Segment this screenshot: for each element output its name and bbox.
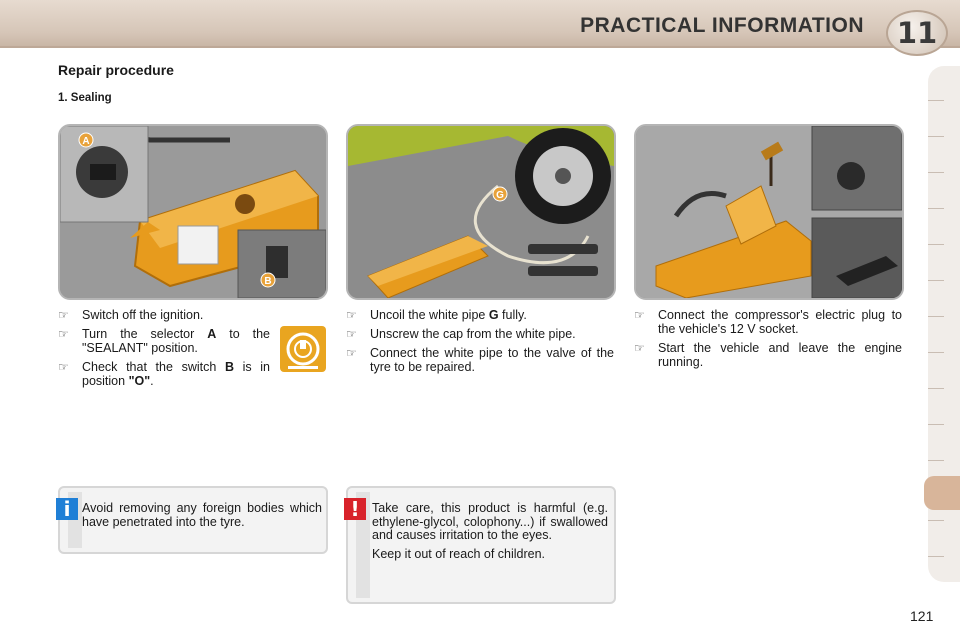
chapter-title: PRACTICAL INFORMATION	[580, 14, 864, 37]
pointing-hand-icon: ☞	[634, 308, 645, 322]
pointing-hand-icon: ☞	[346, 346, 357, 360]
warning-note-text: Take care, this product is harmful (e.g. ethylene-glycol, colophony...) if swallowed and causes irritation to the eyes. Keep it out of reach of children.	[372, 501, 608, 561]
rail-tick	[928, 316, 944, 317]
photo-plug-to-socket	[634, 124, 904, 300]
sealant-selector-icon	[280, 326, 326, 372]
step-item: ☞ Connect the white pipe to the valve of the tyre to be repaired.	[346, 346, 614, 374]
callout-a-label: A	[82, 136, 90, 147]
chapter-number: 11	[896, 16, 938, 50]
step-item: ☞ Switch off the ignition.	[58, 308, 204, 322]
rail-tick	[928, 352, 944, 353]
step-item: ☞ Uncoil the white pipe G fully.	[346, 308, 527, 322]
pointing-hand-icon: ☞	[58, 327, 69, 341]
rail-tick	[928, 520, 944, 521]
rail-tick	[928, 136, 944, 137]
rail-tick	[928, 388, 944, 389]
pointing-hand-icon: ☞	[58, 308, 69, 322]
info-note-text: Avoid removing any foreign bodies which have penetrated into the tyre.	[82, 501, 322, 529]
rail-tick	[928, 460, 944, 461]
active-chapter-tab	[924, 476, 960, 510]
page-number: 121	[910, 608, 934, 624]
steps-column-2	[346, 308, 614, 379]
info-icon: i	[56, 498, 78, 520]
pointing-hand-icon: ☞	[346, 308, 357, 322]
chapter-number-badge	[886, 10, 948, 56]
steps-column-3	[634, 308, 902, 374]
photo-compressor-controls	[58, 124, 328, 300]
rail-tick	[928, 556, 944, 557]
pointing-hand-icon: ☞	[346, 327, 357, 341]
rail-tick	[928, 424, 944, 425]
rail-tick	[928, 100, 944, 101]
rail-tick	[928, 244, 944, 245]
step-item: ☞ Unscrew the cap from the white pipe.	[346, 327, 576, 341]
section-title: Repair procedure	[58, 62, 174, 78]
pointing-hand-icon: ☞	[634, 341, 645, 355]
section-subtitle: 1. Sealing	[58, 92, 112, 104]
photo-pipe-to-wheel	[346, 124, 616, 300]
step-item: ☞ Turn the selector A to the "SEALANT" position.	[58, 327, 270, 355]
info-note-box	[58, 486, 328, 554]
callout-b-label: B	[264, 276, 272, 287]
warning-note-box	[346, 486, 616, 604]
step-item: ☞ Start the vehicle and leave the engine running.	[634, 341, 902, 369]
pointing-hand-icon: ☞	[58, 360, 69, 374]
step-item: ☞ Connect the compressor's electric plug to the vehicle's 12 V socket.	[634, 308, 902, 336]
steps-column-1	[58, 308, 270, 393]
warning-icon: !	[344, 498, 366, 520]
rail-tick	[928, 172, 944, 173]
step-item: ☞ Check that the switch B is in position "O".	[58, 360, 270, 388]
callout-g-label: G	[496, 190, 504, 201]
rail-tick	[928, 280, 944, 281]
rail-tick	[928, 208, 944, 209]
